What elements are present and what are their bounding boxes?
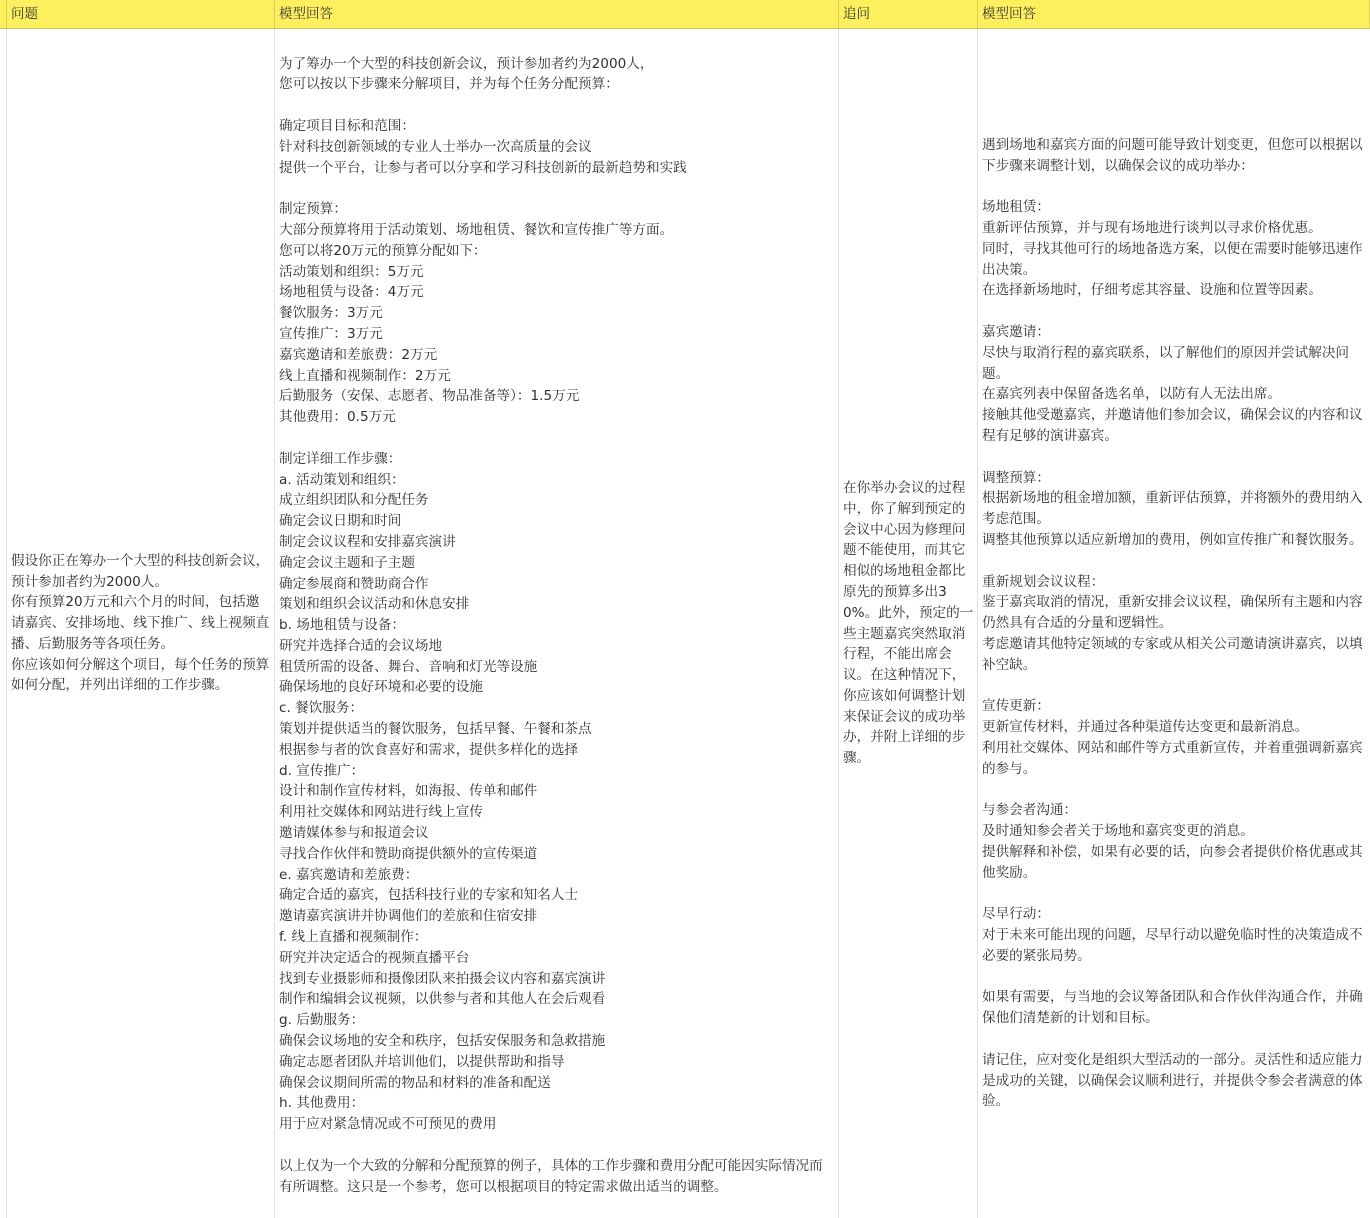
answer2-cell[interactable]	[978, 29, 1370, 1218]
header-model-answer[interactable]: 模型回答	[275, 0, 839, 29]
question-text: 假设你正在筹办一个大型的科技创新会议，预计参加者约为2000人。 你有预算20万元和六个月的时间，包括邀请嘉宾、安排场地、线下推广、线上视频直播、后勤服务等各项任务。 你应该如何分解这个项目，每个任务的预算如何分配，并列出详细的工作步骤。	[11, 552, 270, 694]
followup-cell[interactable]	[839, 29, 978, 1218]
followup-text: 在你举办会议的过程中，你了解到预定的会议中心因为修理问题不能使用，而其它相似的场地租金都比原先的预算多出30%。此外，预定的一些主题嘉宾突然取消行程，不能出席会议。在这种情况下，你应该如何调整计划来保证会议的成功举办，并附上详细的步骤。	[843, 479, 974, 767]
question-cell[interactable]	[7, 29, 275, 1218]
header-followup[interactable]: 追问	[839, 0, 978, 29]
answer-text: 为了筹办一个大型的科技创新会议，预计参加者约为2000人， 您可以按以下步骤来分解项目，并为每个任务分配预算： 确定项目目标和范围： 针对科技创新领域的专业人士举办一次高质量的会议 提供一个平台，让参与者可以分享和学习科技创新的最新趋势和实践 制定预算： 大部分预算将用于活动策划、场地租赁、餐饮和宣传推广等方面。 您可以将20万元的预算分配如下： 活动策划和组织：5万元 场地租赁与设备：4万元 餐饮服务：3万元 宣传推广：3万元 嘉宾邀请和差旅费：2万元 线上直播和视频制作：2万元 后勤服务（安保、志愿者、物品准备等）：1.5万元 其他费用：0.5万元 制定详细工作步骤： a. 活动策划和组织： 成立组织团队和分配任务 确定会议日期和时间 制定会议议程和安排嘉宾演讲 确定会议主题和子主题 确定参展商和赞助商合作 策划和组织会议活动和休息安排 b. 场地租赁与设备： 研究并选择合适的会议场地 租赁所需的设备、舞台、音响和灯光等设施 确保场地的良好环境和必要的设施 c. 餐饮服务： 策划并提供适当的餐饮服务，包括早餐、午餐和茶点 根据参与者的饮食喜好和需求，提供多样化的选择 d. 宣传推广： 设计和制作宣传材料，如海报、传单和邮件 利用社交媒体和网站进行线上宣传 邀请媒体参与和报道会议 寻找合作伙伴和赞助商提供额外的宣传渠道 e. 嘉宾邀请和差旅费： 确定合适的嘉宾，包括科技行业的专家和知名人士 邀请嘉宾演讲并协调他们的差旅和住宿安排 f. 线上直播和视频制作： 研究并决定适合的视频直播平台 找到专业摄影师和摄像团队来拍摄会议内容和嘉宾演讲 制作和编辑会议视频，以供参与者和其他人在会后观看 g. 后勤服务： 确保会议场地的安全和秩序，包括安保服务和急救措施 确定志愿者团队并培训他们，以提供帮助和指导 确保会议期间所需的物品和材料的准备和配送 h. 其他费用： 用于应对紧急情况或不可预见的费用 以上仅为一个大致的分解和分配预算的例子，具体的工作步骤和费用分配可能因实际情况而有所调整。这只是一个参考，您可以根据项目的特定需求做出适当的调整。	[279, 55, 823, 1195]
header-model-answer-2[interactable]: 模型回答	[978, 0, 1370, 29]
answer-cell[interactable]	[275, 29, 839, 1218]
answer2-text: 遇到场地和嘉宾方面的问题可能导致计划变更，但您可以根据以下步骤来调整计划，以确保会议的成功举办： 场地租赁： 重新评估预算，并与现有场地进行谈判以寻求价格优惠。 同时，寻找其他可行的场地备选方案，以便在需要时能够迅速作出决策。 在选择新场地时，仔细考虑其容量、设施和位置等因素。 嘉宾邀请： 尽快与取消行程的嘉宾联系，以了解他们的原因并尝试解决问题。 在嘉宾列表中保留备选名单，以防有人无法出席。 接触其他受邀嘉宾，并邀请他们参加会议，确保会议的内容和议程有足够的演讲嘉宾。 调整预算： 根据新场地的租金增加额，重新评估预算，并将额外的费用纳入考虑范围。 调整其他预算以适应新增加的费用，例如宣传推广和餐饮服务。 重新规划会议议程： 鉴于嘉宾取消的情况，重新安排会议议程，确保所有主题和内容仍然具有合适的分量和逻辑性。 考虑邀请其他特定领域的专家或从相关公司邀请演讲嘉宾，以填补空缺。 宣传更新： 更新宣传材料，并通过各种渠道传达变更和最新消息。 利用社交媒体、网站和邮件等方式重新宣传，并着重强调新嘉宾的参与。 与参会者沟通： 及时通知参会者关于场地和嘉宾变更的消息。 提供解释和补偿，如果有必要的话，向参会者提供价格优惠或其他奖励。 尽早行动： 对于未来可能出现的问题，尽早行动以避免临时性的决策造成不必要的紧张局势。 如果有需要，与当地的会议筹备团队和合作伙伴沟通合作，并确保他们清楚新的计划和目标。 请记住，应对变化是组织大型活动的一部分。灵活性和适应能力是成功的关键，以确保会议顺利进行，并提供令参会者满意的体验。	[982, 136, 1363, 1110]
header-question[interactable]: 问题	[7, 0, 275, 29]
row-gutter-header[interactable]	[0, 0, 7, 29]
row-gutter[interactable]	[0, 29, 7, 1218]
